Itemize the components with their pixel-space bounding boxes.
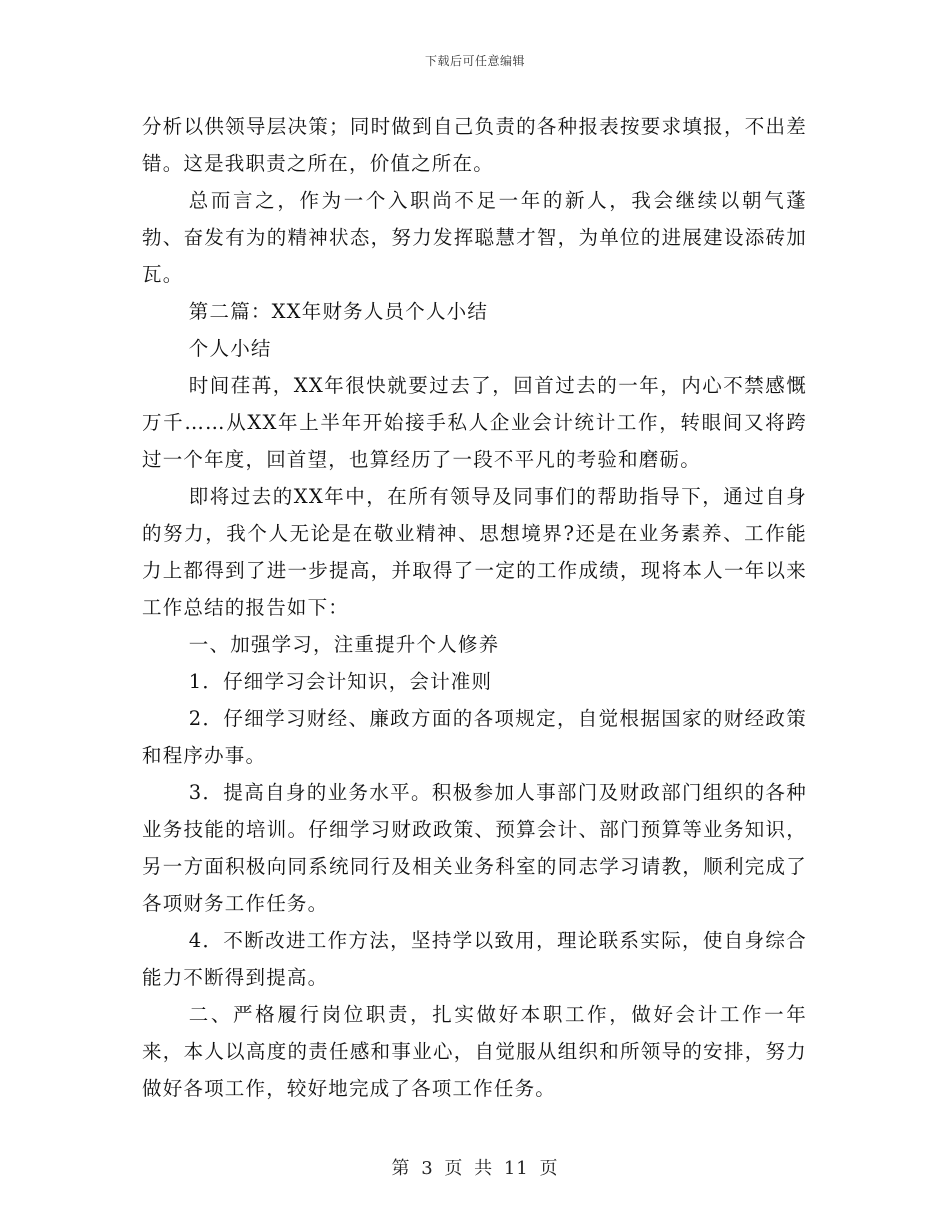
heading-part-two: 二、严格履行岗位职责，扎实做好本职工作，做好会计工作一年来，本人以高度的责任感和事业心，自觉服从组织和所领导的安排，努力做好各项工作，较好地完成了各项工作任务。	[142, 1003, 807, 1100]
heading-part-one: 一、加强学习，注重提升个人修养	[188, 633, 500, 656]
section-title: 第二篇：XX年财务人员个人小结	[188, 300, 489, 323]
subsection-title: 个人小结	[188, 337, 272, 360]
list-item-3: 3．提高自身的业务水平。积极参加人事部门及财政部门组织的各种业务技能的培训。仔细学习财政政策、预算会计、部门预算等业务知识，另一方面积极向同系统同行及相关业务科室的同志学习请教，顺利完成了各项财务工作任务。	[142, 781, 807, 915]
list-item-4: 4．不断改进工作方法，坚持学以致用，理论联系实际，使自身综合能力不断得到提高。	[142, 929, 807, 989]
list-item-2: 2．仔细学习财经、廉政方面的各项规定，自觉根据国家的财经政策和程序办事。	[142, 707, 807, 767]
page-header-note: 下载后可任意编辑	[424, 54, 525, 68]
document-body	[142, 108, 807, 1107]
paragraph-continuation: 分析以供领导层决策；同时做到自己负责的各种报表按要求填报，不出差错。这是我职责之所在，价值之所在。	[142, 115, 807, 175]
paragraph-overview: 即将过去的XX年中，在所有领导及同事们的帮助指导下，通过自身的努力，我个人无论是在敬业精神、思想境界?还是在业务素养、工作能力上都得到了进一步提高，并取得了一定的工作成绩，现将本人一年以来工作总结的报告如下：	[142, 485, 807, 619]
list-item-1: 1．仔细学习会计知识，会计准则	[188, 670, 493, 693]
paragraph-intro: 时间荏苒，XX年很快就要过去了，回首过去的一年，内心不禁感慨万千……从XX年上半年开始接手私人企业会计统计工作，转眼间又将跨过一个年度，回首望，也算经历了一段不平凡的考验和磨砺。	[142, 374, 807, 471]
paragraph-summary: 总而言之，作为一个入职尚不足一年的新人，我会继续以朝气蓬勃、奋发有为的精神状态，努力发挥聪慧才智，为单位的进展建设添砖加瓦。	[142, 189, 807, 286]
page-number: 第 3 页 共 11 页	[391, 1158, 559, 1179]
